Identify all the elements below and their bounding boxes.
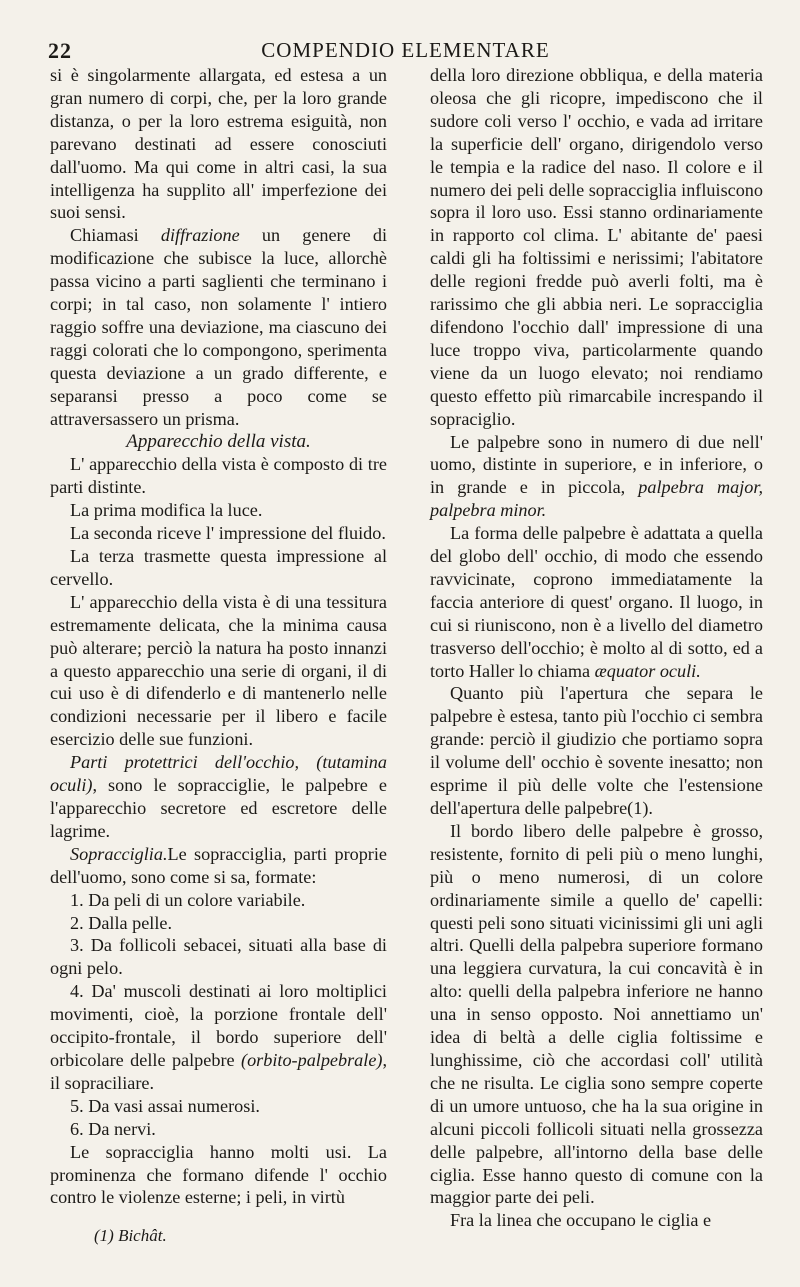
term: diffrazione	[160, 225, 240, 246]
list-item: 5. Da vasi assai numerosi.	[70, 1095, 260, 1116]
term: Sopracciglia.	[70, 843, 168, 864]
paragraph: L' apparecchio della vista è di una tessitura estremamente delicata, che la minima causa può alterare; perciò la natura ha posto innanzi a questo apparecchio una serie di organi, il di cui uso è di difenderlo e di mantenerlo nelle condizioni necessarie per il libero e facile esercizio delle sue funzioni.	[50, 591, 387, 750]
footnote: (1) Bichât.	[94, 1226, 167, 1245]
list-item	[50, 980, 387, 1095]
paragraph: si è singolarmente allargata, ed estesa a un gran numero di corpi, che, per la loro grande distanza, o per la loro estrema esiguità, non parevano destinati ad essere conosciuti dall'uomo. Ma qui come in altri casi, la sua intelligenza ha supplito all' imperfezione dei suoi sensi.	[50, 65, 387, 223]
paragraph: La seconda riceve l' impressione del fluido.	[70, 523, 386, 544]
text: La forma delle palpebre è adattata a quella del globo dell' occhio, di modo che essendo ravvicinate, coprono immediatamente la faccia anteriore di quest' organo. Il luogo, in cui si riuniscono, non è a livello del diametro trasverso dell'occhio; è molto al di sotto, ed a torto Haller lo chiama	[430, 523, 763, 681]
list-item: 3. Da follicoli sebacei, situati alla base di ogni pelo.	[50, 935, 387, 979]
paragraph	[50, 843, 387, 889]
paragraph	[430, 522, 763, 682]
text: Chiamasi	[70, 225, 161, 246]
text: , sono le sopracciglie, le palpebre e l'apparecchio secretore ed escretore delle lagrime.	[50, 775, 387, 841]
paragraph: La terza trasmette questa impressione al cervello.	[50, 546, 387, 589]
term: palpebra major, palpebra minor.	[430, 477, 763, 521]
term: (orbito-palpebrale)	[241, 1049, 383, 1070]
text: un genere di modificazione che subisce la luce, allorchè passa vicino a parti saglienti che terminano i corpi; in tal caso, non solamente l' intiero raggio soffre una deviazione, ma ciascuno dei raggi colorati che lo compongono, sperimenta questa deviazione a un grado differente, e separansi presso a poco come se attraversassero un prisma.	[50, 225, 388, 429]
paragraph: La prima modifica la luce.	[70, 500, 263, 521]
text: Le sopracciglia, parti proprie dell'uomo, sono come si sa, formate:	[50, 843, 387, 887]
list-item: 2. Dalla pelle.	[70, 912, 173, 933]
term: Parti protettrici dell'occhio, (tutamina oculi)	[50, 752, 387, 796]
text: 4. Da' muscoli destinati ai loro moltiplici movimenti, cioè, la porzione frontale dell' occipito-frontale, il bordo superiore dell' orbicolare delle palpebre	[50, 981, 387, 1070]
term: æquator oculi.	[594, 660, 701, 681]
running-title: COMPENDIO ELEMENTARE	[261, 38, 550, 62]
list-item: 6. Da nervi.	[70, 1118, 156, 1139]
page-number: 22	[48, 38, 72, 63]
list-item: 1. Da peli di un colore variabile.	[70, 889, 306, 910]
paragraph	[50, 751, 387, 843]
paragraph	[430, 431, 763, 523]
section-heading: Apparecchio della vista.	[126, 430, 311, 452]
right-column	[430, 64, 763, 1232]
text: Le palpebre sono in numero di due nell' uomo, distinte in superiore, e in inferiore, o in grande e in piccola,	[430, 431, 763, 498]
text: , il sopraciliare.	[50, 1049, 387, 1093]
paragraph	[50, 224, 387, 430]
left-column	[50, 64, 387, 1209]
paragraph: Il bordo libero delle palpebre è grosso, resistente, fornito di peli più o meno lunghi, più o meno numerosi, di un colore ordinariamente simile a quello de' capelli: questi peli sono situati vicinissimi gli uni agli altri. Quelli della palpebra superiore formano una leggiera curvatura, la cui concavità è in alto: quelli della palpebra inferiore ne hanno una in senso opposto. Noi annettiamo un' idea di beltà a delle ciglia foltissime e lunghissime, ciò che accordasi coll' utilità che ne risulta. Le ciglia sono sempre coperte di un umore untuoso, che ha la sua origine in alcuni piccoli follicoli situati nella grossezza delle palpebre, all'intorno della base delle ciglia. Esse hanno questo di comune con la maggior parte dei peli.	[430, 820, 763, 1208]
paragraph: Fra la linea che occupano le ciglia e	[450, 1210, 712, 1231]
paragraph: della loro direzione obbliqua, e della materia oleosa che gli ricopre, impediscono che il sudore coli verso l' occhio, e vada ad irritare la superficie dell' organo, dirigendolo verso le tempia e la radice del naso. Il colore e il numero dei peli delle sopracciglia influiscono sopra il loro uso. Essi stanno ordinariamente in rapporto col clima. L' abitante de' paesi caldi gli ha foltissimi e nerissimi; l'abitatore delle regioni fredde può averli folti, ma è rarissimo che gli abbia neri. Le sopracciglia difendono l'occhio dall' impressione di una luce troppo viva, particolarmente quando viene da un luogo elevato; noi rendiamo questo effetto più rimarcabile increspando il sopraciglio.	[430, 65, 763, 429]
page-header	[48, 38, 763, 64]
paragraph: Quanto più l'apertura che separa le palpebre è estesa, tanto più l'occhio ci sembra grande: perciò il giudizio che portiamo sopra il volume dell' occhio è sovente inesatto; non esprime il più delle volte che l'estensione dell'apertura delle palpebre(1).	[430, 683, 763, 818]
paragraph: L' apparecchio della vista è composto di tre parti distinte.	[50, 454, 387, 498]
paragraph: Le sopracciglia hanno molti usi. La prominenza che formano difende l' occhio contro le violenze esterne; i peli, in virtù	[50, 1141, 387, 1208]
